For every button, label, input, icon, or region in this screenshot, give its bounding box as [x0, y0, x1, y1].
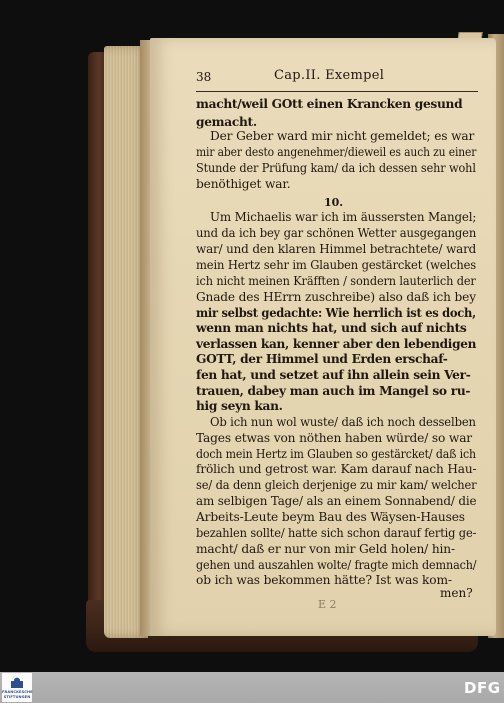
running-title: Cap.II. Exempel — [274, 68, 385, 83]
text-line: Tages etwas von nöthen haben würde/ so war — [196, 431, 472, 445]
page-header — [196, 70, 480, 90]
text-line: bezahlen sollte/ hatte sich schon darauf fertig ge- — [196, 526, 477, 540]
text-line: Um Michaelis war ich im äussersten Mangel; — [210, 210, 477, 224]
text-line: Stunde der Prüfung kam/ da ich dessen sehr wohl — [196, 161, 476, 175]
catchword: men? — [440, 586, 473, 600]
header-rule — [196, 91, 478, 92]
text-line: war/ und den klaren Himmel betrachtete/ ward — [196, 242, 477, 256]
text-line: frölich und getrost war. Kam darauf nach Hau- — [196, 462, 477, 476]
text-line: macht/ daß er nur von mir Geld holen/ hin- — [196, 542, 455, 556]
logo-text-line1: FRANCKESCHE — [2, 690, 33, 694]
text-line: fen hat, und setzet auf ihn allein sein Ver- — [196, 368, 471, 382]
text-line: macht/weil GOtt einen Krancken gesund — [196, 97, 463, 111]
text-line: Gnade des HErrn zuschreibe) also daß ich bey — [196, 290, 476, 304]
text-line: ob ich was bekommen hätte? Ist was kom- — [196, 573, 452, 587]
text-line: hig seyn kan. — [196, 399, 283, 413]
text-line: Arbeits-Leute beym Bau des Wäysen-Hauses — [196, 510, 465, 524]
text-line: ich nicht meinen Kräfften / sondern lauterlich der — [196, 274, 476, 288]
dfg-logo[interactable]: DFG — [464, 679, 501, 697]
text-line: am selbigen Tage/ als an einem Sonnabend/ die — [196, 494, 477, 508]
tower-icon — [11, 676, 23, 688]
page-number: 38 — [196, 70, 212, 84]
text-line: se/ da denn gleich derjenige zu mir kam/ welcher — [196, 478, 477, 492]
text-line: gemacht. — [196, 115, 257, 129]
section-number: 10. — [324, 196, 344, 209]
text-line: doch mein Hertz im Glauben so gestärcket/ daß ich — [196, 447, 476, 461]
text-line: mir selbst gedachte: Wie herrlich ist es doch, — [196, 306, 476, 320]
text-line: mein Hertz sehr im Glauben gestärcket (welches — [196, 258, 477, 272]
text-line: Ob ich nun wol wuste/ daß ich noch desselben — [210, 415, 476, 429]
text-line: verlassen kan, kenner aber den lebendigen — [196, 337, 477, 351]
logo-text-line2: STIFTUNGEN — [3, 695, 31, 699]
text-line: trauen, dabey man auch im Mangel so ru- — [196, 384, 471, 398]
text-line: und da ich bey gar schönen Wetter ausgegangen — [196, 226, 477, 240]
text-line: benöthiget war. — [196, 177, 291, 191]
text-line: wenn man nichts hat, und sich auf nichts — [196, 321, 467, 335]
text-line: gehen und auszahlen wolte/ fragte mich demnach/ — [196, 558, 477, 572]
signature-mark: E 2 — [318, 598, 337, 611]
text-line: Der Geber ward mir nicht gemeldet; es war — [210, 129, 475, 143]
text-line: mir aber desto angenehmer/dieweil es auch zu einer — [196, 145, 477, 159]
text-line: GOTT, der Himmel und Erden erschaf- — [196, 352, 448, 366]
viewer-footer-bar — [0, 672, 504, 703]
francke-foundation-logo[interactable] — [2, 673, 32, 702]
